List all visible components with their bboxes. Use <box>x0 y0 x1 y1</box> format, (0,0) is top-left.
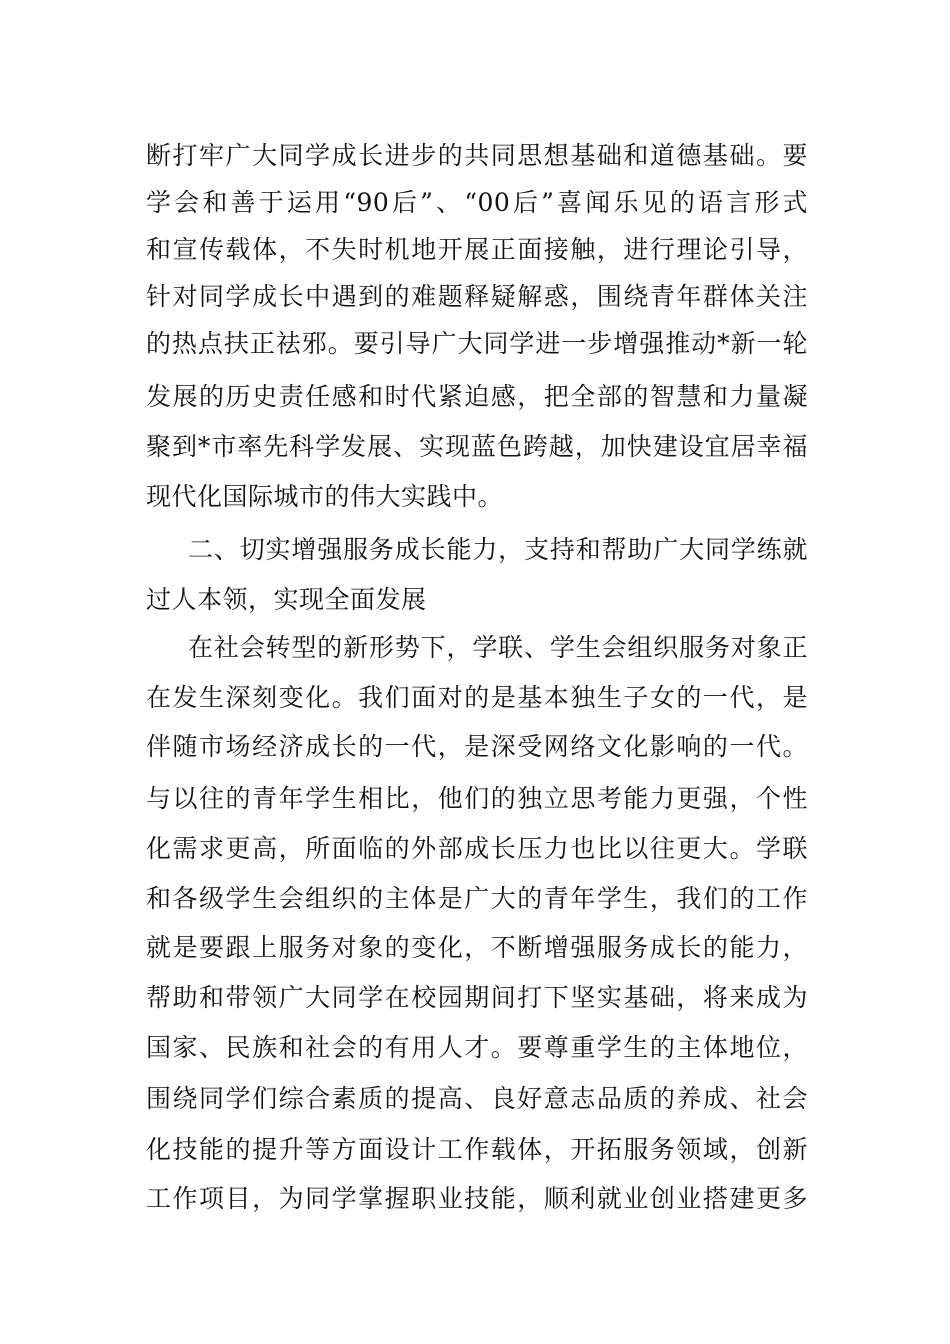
text-line: 和各级学生会组织的主体是广大的青年学生，我们的工作 <box>146 884 808 913</box>
text-line: 就是要跟上服务对象的变化，不断增强服务成长的能力， <box>146 933 808 962</box>
text-line: 帮助和带领广大同学在校园期间打下坚实基础，将来成为 <box>146 983 808 1012</box>
text-line: 针对同学成长中遇到的难题释疑解惑，围绕青年群体关注 <box>146 282 808 311</box>
text-line: 工作项目，为同学掌握职业技能，顺利就业创业搭建更多 <box>146 1184 808 1213</box>
text-line: 和宣传载体，不失时机地开展正面接触，进行理论引导， <box>146 235 808 264</box>
text-line: 聚到*市率先科学发展、实现蓝色跨越，加快建设宜居幸福 <box>146 432 808 461</box>
text-line: 断打牢广大同学成长进步的共同思想基础和道德基础。要 <box>146 141 808 170</box>
text-line: 伴随市场经济成长的一代，是深受网络文化影响的一代。 <box>146 732 808 761</box>
text-line: 国家、民族和社会的有用人才。要尊重学生的主体地位， <box>146 1033 808 1062</box>
text-line: 与以往的青年学生相比，他们的独立思考能力更强，个性 <box>146 784 808 813</box>
text-line: 围绕同学们综合素质的提高、良好意志品质的养成、社会 <box>146 1084 808 1113</box>
section-heading-line: 二、切实增强服务成长能力，支持和帮助广大同学练就 <box>188 535 808 564</box>
section-heading-line: 过人本领，实现全面发展 <box>146 585 427 614</box>
text-line: 现代化国际城市的伟大实践中。 <box>146 482 504 511</box>
text-line: 化技能的提升等方面设计工作载体，开拓服务领域，创新 <box>146 1135 808 1164</box>
paragraph-first-line: 在社会转型的新形势下，学联、学生会组织服务对象正 <box>188 633 808 662</box>
text-line: 学会和善于运用“90后”、“00后”喜闻乐见的语言形式 <box>146 188 808 217</box>
text-line: 化需求更高，所面临的外部成长压力也比以往更大。学联 <box>146 834 808 863</box>
text-line: 的热点扶正祛邪。要引导广大同学进一步增强推动*新一轮 <box>146 329 808 358</box>
text-line: 发展的历史责任感和时代紧迫感，把全部的智慧和力量凝 <box>146 382 808 411</box>
text-line: 在发生深刻变化。我们面对的是基本独生子女的一代，是 <box>146 683 808 712</box>
